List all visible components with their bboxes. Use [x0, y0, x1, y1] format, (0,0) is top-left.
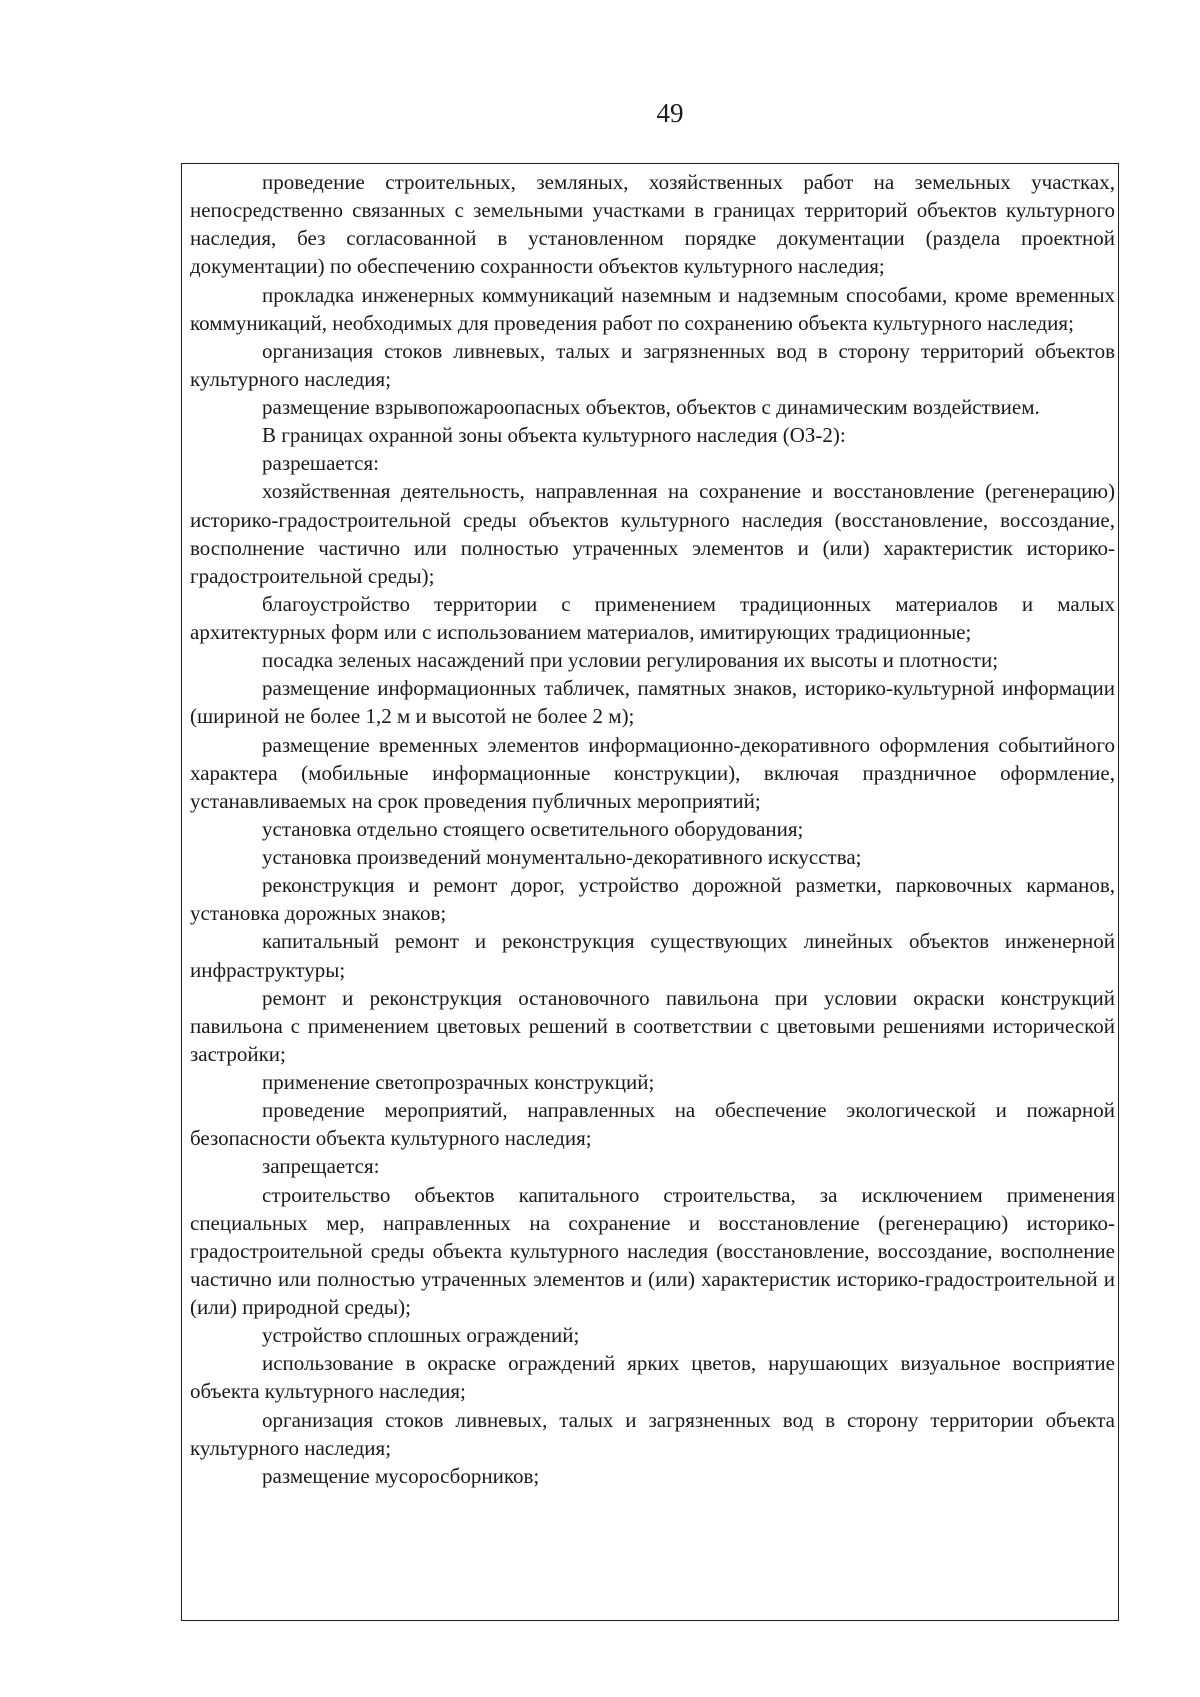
paragraph: благоустройство территории с применением традиционных материалов и малых архитектурных форм или с использованием материалов, имитирующих традиционные;	[190, 591, 1115, 644]
paragraph: прокладка инженерных коммуникаций наземным и надземным способами, кроме временных коммуникаций, необходимых для проведения работ по сохранению объекта культурного наследия;	[190, 282, 1115, 335]
paragraph: ремонт и реконструкция остановочного павильона при условии окраски конструкций павильона с применением цветовых решений в соответствии с цветовыми решениями исторической застройки;	[190, 985, 1115, 1066]
paragraph: установка отдельно стоящего осветительного оборудования;	[262, 816, 804, 841]
paragraph: реконструкция и ремонт дорог, устройство дорожной разметки, парковочных карманов, установка дорожных знаков;	[190, 873, 1115, 926]
paragraph: устройство сплошных ограждений;	[262, 1323, 580, 1348]
paragraph: установка произведений монументально-декоративного искусства;	[262, 845, 862, 869]
paragraph: хозяйственная деятельность, направленная на сохранение и восстановление (регенерацию) историко-градостроительной среды объектов культурного наследия (восстановление, воссоздание, восполнение частично или полностью утраченных элементов и (или) характеристик историко-градостроительной среды);	[190, 479, 1115, 588]
paragraph: проведение строительных, земляных, хозяйственных работ на земельных участках, непосредственно связанных с земельными участками в границах территорий объектов культурного наследия, без согласованной в установленном порядке документации (раздела проектной документации) по обеспечению сохранности объектов культурного наследия;	[190, 170, 1115, 279]
paragraph: размещение мусоросборников;	[262, 1463, 540, 1488]
paragraph: капитальный ремонт и реконструкция существующих линейных объектов инженерной инфраструктуры;	[190, 929, 1115, 982]
page-number: 49	[656, 98, 684, 128]
text-frame	[181, 163, 1119, 1621]
paragraph: запрещается:	[262, 1154, 380, 1179]
paragraph: строительство объектов капитального строительства, за исключением применения специальных мер, направленных на сохранение и восстановление (регенерацию) историко-градостроительной среды объекта культурного наследия (восстановление, воссоздание, восполнение частично или полностью утраченных элементов и (или) характеристик историко-градостроительной и (или) природной среды);	[190, 1182, 1115, 1319]
paragraph: организация стоков ливневых, талых и загрязненных вод в сторону территорий объектов культурного наследия;	[190, 338, 1115, 391]
paragraph: использование в окраске ограждений ярких цветов, нарушающих визуальное восприятие объекта культурного наследия;	[190, 1351, 1115, 1404]
paragraph: размещение информационных табличек, памятных знаков, историко-культурной информации (шириной не более 1,2 м и высотой не более 2 м);	[190, 676, 1115, 729]
paragraph: проведение мероприятий, направленных на обеспечение экологической и пожарной безопасности объекта культурного наследия;	[190, 1098, 1115, 1151]
paragraph: организация стоков ливневых, талых и загрязненных вод в сторону территории объекта культурного наследия;	[190, 1407, 1115, 1460]
paragraph: размещение взрывопожароопасных объектов, объектов с динамическим воздействием.	[262, 395, 1040, 419]
document-body	[190, 168, 1115, 1490]
paragraph: В границах охранной зоны объекта культурного наследия (ОЗ-2):	[262, 423, 846, 448]
paragraph: применение светопрозрачных конструкций;	[262, 1070, 655, 1094]
paragraph: разрешается:	[262, 451, 379, 476]
paragraph: размещение временных элементов информационно-декоративного оформления событийного характера (мобильные информационные конструкции), включая праздничное оформление, устанавливаемых на срок проведения публичных мероприятий;	[190, 732, 1115, 813]
paragraph: посадка зеленых насаждений при условии регулирования их высоты и плотности;	[262, 648, 999, 673]
